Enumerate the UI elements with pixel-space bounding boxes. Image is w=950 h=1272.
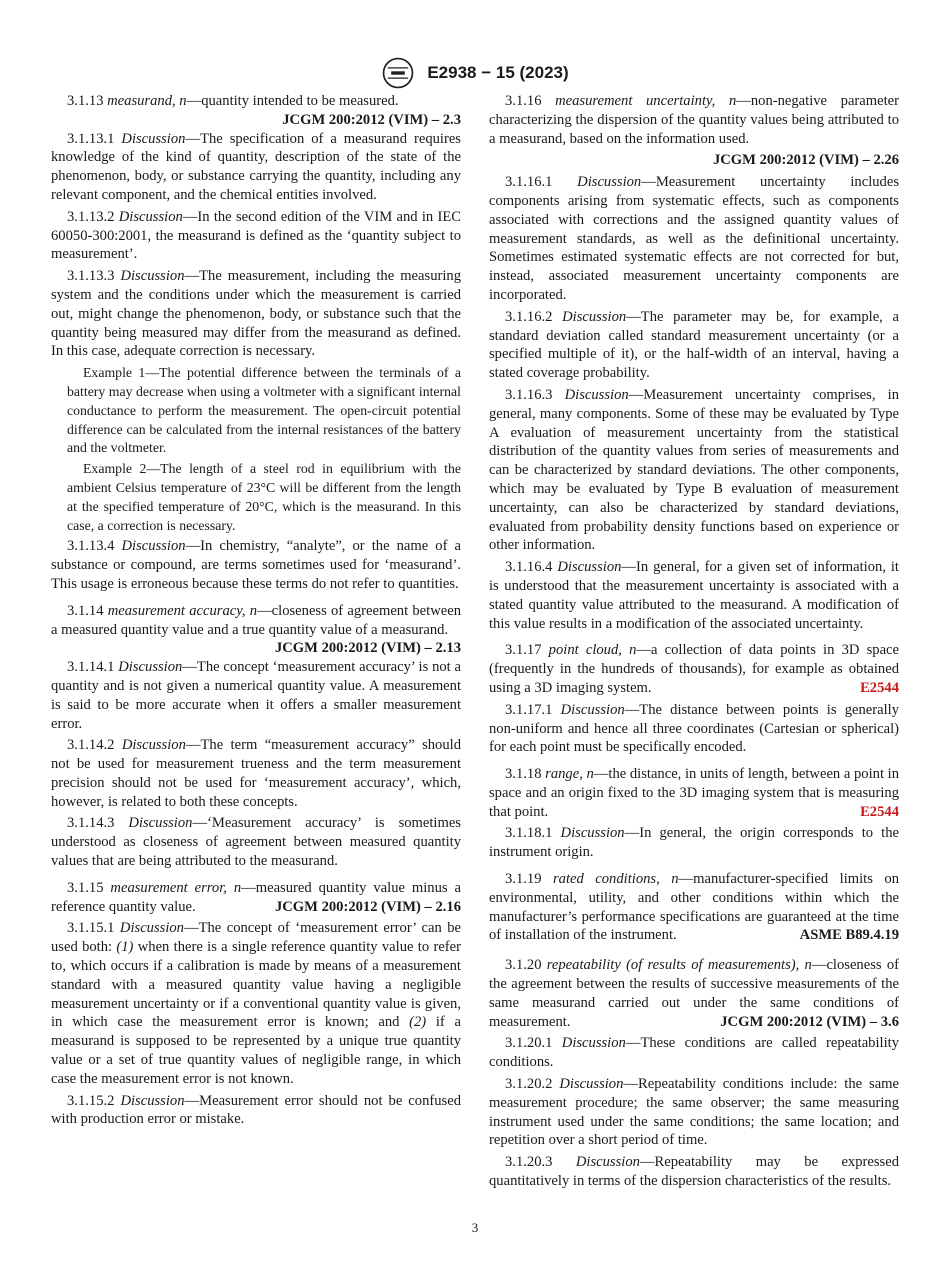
discussion-text: —‘Measurement accuracy’ is sometimes understood as closeness of agreement between measured quantity values that are being attributed to the measurand. xyxy=(51,815,461,870)
definition-text: —quantity intended to be measured. xyxy=(186,93,399,109)
discussion-paragraph xyxy=(51,208,461,264)
term: measurement uncertainty, n xyxy=(555,93,737,109)
section-number: 3.1.16.3 xyxy=(505,386,553,403)
section-number: 3.1.16.1 xyxy=(505,174,553,191)
discussion-text: —In the second edition of the VIM and in IEC 60050-300:2001, the measurand is defined as the ‘quantity subject to measurement’. xyxy=(51,208,462,263)
section-number: 3.1.20.3 xyxy=(505,1154,553,1171)
discussion-text: —These conditions are called repeatability conditions. xyxy=(489,1035,899,1071)
discussion-label: Discussion xyxy=(562,308,627,325)
discussion-paragraph xyxy=(51,814,461,870)
discussion-label: Discussion xyxy=(120,268,185,285)
discussion-text: —The distance between points is generally non-uniform and hence all three coordinates (Cartesian or spherical) for each point must be specifically encoded. xyxy=(489,701,899,756)
section-number: 3.1.20.1 xyxy=(505,1035,553,1052)
section-number: 3.1.18 xyxy=(505,766,542,783)
reference: ASME B89.4.19 xyxy=(799,927,899,944)
discussion-label: Discussion xyxy=(121,538,186,555)
discussion-text: —The specification of a measurand requires knowledge of the kind of quantity, description of the state of the phenomenon, body, or substance carrying the quantity, including any relevant component, and the chemical entities involved. xyxy=(51,130,461,203)
discussion-text: —The concept ‘measurement accuracy’ is not a quantity and is not given a numerical quantity value. A measurement is said to be more accurate when it offers a smaller measurement error. xyxy=(51,659,462,732)
discussion-text: —Repeatability may be expressed quantitatively in terms of the dispersion characteristics of the results. xyxy=(489,1154,899,1190)
example-2: Example 2—The length of a steel rod in equilibrium with the ambient Celsius temperature of 23°C will be different from the length at the specified temperature of 20°C, which is the measurand. In this case, a correction is necessary. xyxy=(67,461,461,533)
discussion-label: Discussion xyxy=(560,701,625,718)
discussion-label: Discussion xyxy=(559,1076,624,1093)
discussion-label: Discussion xyxy=(121,130,186,147)
term: measurand, n xyxy=(107,93,187,109)
discussion-text: —The measurement, including the measuring system and the conditions under which the measurement is carried out, might change the phenomenon, body, or substance such that the quantity being measured may differ from the measurand as defined. In this case, adequate correction is necessary. xyxy=(51,268,461,360)
discussion-paragraph xyxy=(489,173,899,305)
section-number: 3.1.13.2 xyxy=(67,208,115,225)
discussion-label: Discussion xyxy=(577,174,642,191)
discussion-text: —Repeatability conditions include: the same measurement procedure; the same observer; the same measuring instrument used under the same conditions; the same location; and repetition over a short period of time. xyxy=(489,1076,900,1149)
term: repeatability (of results of measurements), n xyxy=(546,957,812,974)
discussion-paragraph xyxy=(489,1153,899,1191)
discussion-label: Discussion xyxy=(118,208,183,225)
discussion-paragraph xyxy=(489,558,899,633)
discussion-label: Discussion xyxy=(561,1035,626,1052)
section-number: 3.1.20.2 xyxy=(505,1076,553,1093)
definition-range xyxy=(489,765,899,821)
list-marker: (2) xyxy=(409,1014,427,1031)
discussion-text: —In chemistry, “analyte”, or the name of a substance or compound, are terms sometimes used for ‘measurand’. This usage is erroneous because these terms do not refer to quantities. xyxy=(51,538,462,592)
definition-rated-conditions xyxy=(489,870,899,945)
astm-logo-icon xyxy=(381,56,415,90)
discussion-label: Discussion xyxy=(564,386,629,403)
discussion-paragraph xyxy=(489,824,899,862)
discussion-label: Discussion xyxy=(119,920,184,937)
reference: JCGM 200:2012 (VIM) – 2.16 xyxy=(274,898,461,915)
reference-link[interactable]: E2544 xyxy=(860,803,899,820)
discussion-paragraph xyxy=(51,130,461,205)
discussion-paragraph xyxy=(489,1034,899,1072)
discussion-text: —In general, for a given set of information, it is understood that the measurement uncertainty is associated with a stated quantity value attributed to the measurand. A modification of this value results in a modification of the associated uncertainty. xyxy=(489,559,899,632)
discussion-paragraph xyxy=(51,919,461,1088)
list-marker: (1) xyxy=(116,939,134,956)
section-number: 3.1.17 xyxy=(505,642,542,659)
discussion-text: —In general, the origin corresponds to the instrument origin. xyxy=(489,825,899,861)
discussion-label: Discussion xyxy=(120,1092,185,1109)
section-number: 3.1.13 xyxy=(67,93,104,109)
term: rated conditions, n xyxy=(552,871,679,888)
section-number: 3.1.15 xyxy=(67,879,104,896)
discussion-label: Discussion xyxy=(575,1154,640,1171)
discussion-label: Discussion xyxy=(128,815,193,832)
discussion-text: —Measurement uncertainty includes components arising from systematic effects, such as components associated with corrections and the assigned quantity values of measurement standards, as well as the definitional uncertainty. Sometimes estimated systematic effects are not corrected for but, instead, associated measurement uncertainty components are incorporated. xyxy=(489,174,899,303)
section-number: 3.1.15.1 xyxy=(67,920,115,937)
discussion-paragraph xyxy=(489,308,899,383)
discussion-paragraph xyxy=(51,658,461,733)
discussion-paragraph xyxy=(51,736,461,811)
discussion-text: —The concept of ‘measurement error’ can be used both: xyxy=(51,920,461,956)
section-number: 3.1.13.4 xyxy=(67,538,115,555)
term: range, n xyxy=(545,766,594,783)
discussion-paragraph xyxy=(51,1092,461,1130)
discussion-paragraph xyxy=(51,537,461,593)
discussion-text: —The parameter may be, for example, a standard deviation called standard measurement uncertainty (or a specified multiple of it), or the half-width of an interval, having a stated coverage probability. xyxy=(489,308,899,382)
page-header xyxy=(0,56,950,90)
section-number: 3.1.17.1 xyxy=(505,701,553,718)
left-column xyxy=(51,92,461,1132)
definition-text: —a collection of data points in 3D space (frequently in the hundreds of thousands), for example as obtained using a 3D imaging system. xyxy=(489,642,900,696)
section-number: 3.1.14.3 xyxy=(67,815,115,832)
discussion-label: Discussion xyxy=(560,825,625,842)
definition-text: —closeness of agreement between a measured quantity value and a true quantity value of a measurand. xyxy=(51,602,461,638)
definition-measurand xyxy=(51,92,461,128)
term: measurement error, n xyxy=(110,879,242,896)
reference: JCGM 200:2012 (VIM) – 2.13 xyxy=(274,640,461,657)
section-number: 3.1.18.1 xyxy=(505,825,553,842)
discussion-label: Discussion xyxy=(557,559,622,576)
discussion-text: if a measurand is supposed to be represented by a unique true quantity value or a set of true quantity values of negligible range, in which case the measurement error is not known. xyxy=(51,1014,461,1087)
section-number: 3.1.13.3 xyxy=(67,268,115,285)
definition-measurement-accuracy xyxy=(51,602,461,657)
definition-text: —closeness of the agreement between the results of successive measurements of the same measurand carried out under the same conditions of measurement. xyxy=(489,957,899,1030)
reference: JCGM 200:2012 (VIM) – 2.3 xyxy=(282,111,461,128)
term: point cloud, n xyxy=(548,642,637,659)
section-number: 3.1.13.1 xyxy=(67,130,115,147)
section-number: 3.1.16 xyxy=(505,93,542,109)
section-number: 3.1.20 xyxy=(505,957,542,974)
reference: JCGM 200:2012 (VIM) – 3.6 xyxy=(720,1013,899,1030)
term: measurement accuracy, n xyxy=(107,602,258,619)
section-number: 3.1.15.2 xyxy=(67,1092,115,1109)
discussion-label: Discussion xyxy=(118,659,183,676)
reference-link[interactable]: E2544 xyxy=(860,679,899,696)
definition-text: —non-negative parameter characterizing the dispersion of the quantity values being attributed to a measurand, based on the information used. xyxy=(489,93,899,147)
section-number: 3.1.14.2 xyxy=(67,737,115,754)
discussion-text: —Measurement error should not be confused with production error or mistake. xyxy=(51,1092,461,1128)
discussion-text: when there is a single reference quantity value to refer to, which occurs if a calibration is made by means of a measurement standard with a measured quantity value having a negligible measurement uncertainty or if a conventional quantity value is given, in which case the measurement error is known; and xyxy=(51,939,461,1031)
discussion-text: —The term “measurement accuracy” should not be used for measurement trueness and the term measurement precision should not be used for ‘measurement accuracy’, which, however, is related to both these concepts. xyxy=(51,737,461,810)
section-number: 3.1.14.1 xyxy=(67,659,115,676)
page-number: 3 xyxy=(471,1220,479,1235)
definition-text: —the distance, in units of length, between a point in space and an origin fixed to the 3D imaging system that is measuring that point. xyxy=(489,766,899,820)
document-id: E2938 − 15 (2023) xyxy=(427,63,569,82)
definition-measurement-error xyxy=(51,879,461,917)
discussion-text: —Measurement uncertainty comprises, in general, many components. Some of these may be evaluated by Type A evaluation of measurement uncertainty from the statistical distribution of the quantity values from series of measurements and can be characterized by standard deviations. The other components, which may be evaluated by Type B evaluation of measurement uncertainty, can also be characterized by standard deviations, evaluated from probability density functions based on experience or other information. xyxy=(489,386,899,554)
definition-measurement-uncertainty xyxy=(489,92,899,148)
definition-repeatability xyxy=(489,956,899,1031)
definition-text: —measured quantity value minus a reference quantity value. xyxy=(51,879,461,915)
example-1: Example 1—The potential difference between the terminals of a battery may decrease when using a voltmeter with a significant internal conductance to perform the measurement. The open-circuit potential difference can be calculated from the internal resistances of the battery and the voltmeter. xyxy=(67,365,461,456)
right-column xyxy=(489,92,899,1194)
discussion-paragraph xyxy=(489,701,899,757)
definition-point-cloud xyxy=(489,641,899,697)
section-number: 3.1.14 xyxy=(67,602,104,619)
discussion-paragraph xyxy=(489,386,899,555)
section-number: 3.1.16.4 xyxy=(505,559,553,576)
definition-text: —manufacturer-specified limits on environmental, utility, and other conditions within which the manufacturer’s performance specifications are guaranteed at the time of installation of the instrument. xyxy=(489,871,899,944)
discussion-paragraph xyxy=(489,1075,899,1150)
section-number: 3.1.19 xyxy=(505,871,542,888)
section-number: 3.1.16.2 xyxy=(505,308,553,325)
discussion-paragraph xyxy=(51,267,461,361)
discussion-label: Discussion xyxy=(121,737,186,754)
reference: JCGM 200:2012 (VIM) – 2.26 xyxy=(712,152,899,169)
